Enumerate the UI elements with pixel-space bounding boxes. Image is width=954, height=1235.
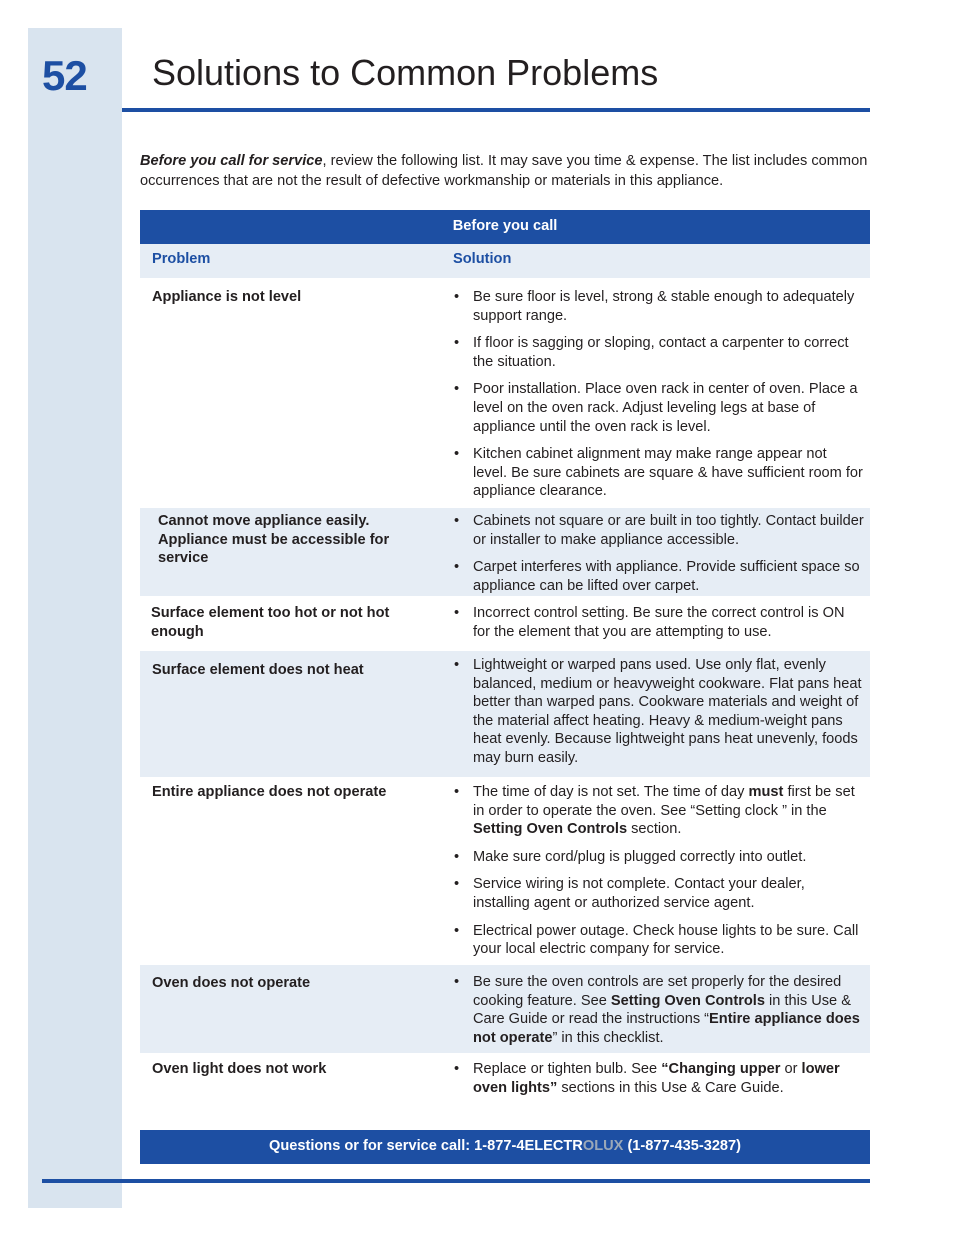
solution-item: • Replace or tighten bulb. See “Changing upper or lower oven lights” sections in this Use & Care Guide. [454,1060,864,1097]
column-header-row [140,244,870,278]
intro-text: , review the following list. It may save you time & expense. The list includes common occurrences that are not the result of defective workmanship or materials in this appliance. [140,153,868,189]
solution-item: • Poor installation. Place oven rack in center of oven. Place a level on the oven rack. Adjust leveling legs at base of appliance until the oven rack is level. [454,380,864,436]
problem-text: Appliance is not level [152,289,302,305]
service-phone-bar [140,1130,870,1164]
problem-text: Surface element does not heat [152,662,364,678]
column-header-problem: Problem [152,251,211,267]
solution-item: • Make sure cord/plug is plugged correctly into outlet. [454,848,864,867]
solution-list [454,604,864,650]
solution-item: • Electrical power outage. Check house lights to be sure. Call your local electric company for service. [454,922,864,959]
solution-item: • Lightweight or warped pans used. Use only flat, evenly balanced, medium or heavyweight cookware. Flat pans heat better than warped pans. Cookware materials and weight of the material affect heating. Heavy & medium-weight pans heat evenly. Because lightweight pans heat unevenly, foods may burn easily. [454,656,866,768]
table-row [140,777,870,965]
solution-item: • Be sure the oven controls are set properly for the desired cooking feature. See Setting Oven Controls in this Use & Care Guide or read the instructions “Entire appliance does not operate” in this checklist. [454,973,864,1047]
column-header-solution: Solution [453,251,512,267]
solution-item: • Incorrect control setting. Be sure the correct control is ON for the element that you are attempting to use. [454,604,864,641]
solution-list [454,973,864,1056]
table-title: Before you call [140,210,870,244]
table-row [140,1053,870,1105]
page-number: 52 [42,52,87,99]
solution-list [454,288,864,510]
left-sidebar-band [28,28,122,1208]
solution-list [454,783,864,968]
page-title: Solutions to Common Problems [152,52,659,93]
problem-text: Oven light does not work [152,1061,327,1077]
solution-item: • Service wiring is not complete. Contact your dealer, installing agent or authorized service agent. [454,875,864,912]
table-row [140,508,870,596]
bottom-divider [42,1179,870,1183]
table-row [140,965,870,1053]
problem-text: Entire appliance does not operate [152,784,387,800]
solution-list [454,512,864,604]
table-row [140,651,870,777]
solution-list [454,1060,864,1106]
table-row [140,596,870,651]
solution-item: • Kitchen cabinet alignment may make range appear not level. Be sure cabinets are square & have sufficient room for appliance clearance. [454,445,864,501]
service-phone-number: (1-877-435-3287) [623,1138,742,1154]
solution-list [454,656,866,777]
solution-item: • Carpet interferes with appliance. Provide sufficient space so appliance can be lifted over carpet. [454,558,864,595]
service-phone-prefix: Questions or for service call: 1-877-4ELECTR [268,1138,583,1154]
solution-item: • Cabinets not square or are built in too tightly. Contact builder or installer to make appliance accessible. [454,512,864,549]
solution-item: • If floor is sagging or sloping, contact a carpenter to correct the situation. [454,334,864,371]
intro-lead: Before you call for service [140,153,323,169]
problem-text: Oven does not operate [152,975,311,991]
solution-item: • Be sure floor is level, strong & stable enough to adequately support range. [454,288,864,325]
problem-text: Cannot move appliance easily. Appliance must be accessible for service [158,513,390,567]
problem-text: Surface element too hot or not hot enough [151,605,390,640]
intro-paragraph [140,152,870,191]
solution-item: • The time of day is not set. The time of day must first be set in order to operate the oven. See “Setting clock ” in the Setting Oven Controls section. [454,783,864,839]
table-row [140,278,870,508]
top-divider [122,108,870,112]
brand-name-tail: OLUX [582,1138,624,1154]
